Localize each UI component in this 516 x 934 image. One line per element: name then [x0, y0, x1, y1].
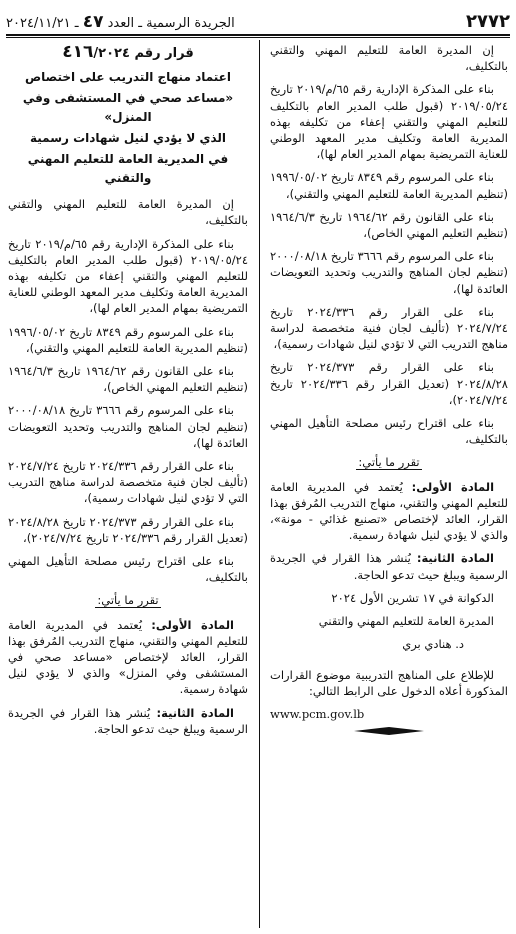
preamble-paragraph: بناء على المذكرة الإدارية رقم ٦٥/م/٢٠١٩ تاريخ ٢٠١٩/٠٥/٢٤ (قبول طلب المدير العام بالتكليف للتعليم المهني والتقني إعفاء من تكليفه بهذه المديرية العامة وتكليف مدير المعهد الوطني للعناية التمريضية بمهام المدير العام لها)،	[8, 236, 248, 316]
preamble-paragraph: بناء على القرار رقم ٢٠٢٤/٣٣٦ تاريخ ٢٠٢٤/٧/٢٤ (تأليف لجان فنية متخصصة لدراسة مناهج التدريب التي لا تؤدي لنيل شهادات رسمية)،	[8, 459, 248, 506]
decision-number: قرار رقم ٤١٦/٢٠٢٤	[62, 42, 194, 62]
preamble-paragraph: بناء على القانون رقم ١٩٦٤/٦٢ تاريخ ١٩٦٤/٦/٣ (تنظيم التعليم المهني الخاص)،	[8, 364, 248, 395]
article-2-text: يُنشر هذا القرار في الجريدة الرسمية ويبلغ حيث تدعو الحاجة.	[270, 551, 508, 582]
preamble-paragraph: إن المديرة العامة للتعليم المهني والتقني بالتكليف،	[270, 43, 508, 74]
preamble-paragraph: بناء على المذكرة الإدارية رقم ٦٥/م/٢٠١٩ تاريخ ٢٠١٩/٠٥/٢٤ (قبول طلب المدير العام بالتكليف للتعليم المهني والتقني إعفاء من تكليفه بهذه المديرية العامة وتكليف مدير المعهد الوطني للعناية التمريضية بمهام المدير العام لها)،	[270, 82, 508, 162]
decided-heading: تقرر ما يأتي:	[358, 455, 420, 470]
preamble-paragraph: بناء على المرسوم رقم ٣٦٦٦ تاريخ ٢٠٠٠/٠٨/١٨ (تنظيم لجان المناهج والتدريب وتحديد التعويضات العائدة لها)،	[270, 249, 508, 296]
article-2-text: يُنشر هذا القرار في الجريدة الرسمية ويبلغ حيث تدعو الحاجة.	[8, 705, 248, 736]
decided-heading: تقرر ما يأتي:	[97, 593, 159, 608]
preamble-paragraph: بناء على اقتراح رئيس مصلحة التأهيل المهني بالتكليف،	[270, 416, 508, 447]
page-header	[6, 4, 510, 32]
preamble-paragraph: بناء على القرار رقم ٢٠٢٤/٣٧٣ تاريخ ٢٠٢٤/٨/٢٨ (تعديل القرار رقم ٢٠٢٤/٣٣٦ تاريخ ٢٠٢٤/٧/٢٤)،	[270, 360, 508, 407]
preamble-paragraph: بناء على القرار رقم ٢٠٢٤/٣٧٣ تاريخ ٢٠٢٤/٨/٢٨ (تعديل القرار رقم ٢٠٢٤/٣٣٦ تاريخ ٢٠٢٤/٧/٢٤)،	[8, 514, 248, 545]
column-divider	[259, 40, 260, 928]
article-1	[270, 479, 508, 544]
issue-number: ٤٧	[82, 12, 104, 32]
right-column	[270, 42, 508, 928]
decision-number-value: ٤١٦	[62, 42, 94, 62]
decision-title-line: «مساعد صحي في المستشفى وفي المنزل»	[22, 91, 234, 125]
preamble-paragraph: بناء على اقتراح رئيس مصلحة التأهيل المهني بالتكليف،	[8, 554, 248, 585]
decision-year: /٢٠٢٤	[93, 46, 130, 61]
article-2-label: المادة الثانية:	[156, 705, 235, 720]
preamble-paragraph: بناء على المرسوم رقم ٨٣٤٩ تاريخ ١٩٩٦/٠٥/٠٢ (تنظيم المديرية العامة للتعليم المهني والتقني)،	[8, 324, 248, 355]
gazette-prefix: الجريدة الرسمية ـ العدد	[107, 16, 235, 31]
signer-name: د. هنادي بري	[402, 637, 464, 652]
page-number: ٢٧٧٢	[466, 11, 510, 32]
article-2-label: المادة الثانية:	[416, 551, 494, 566]
end-mark-icon	[354, 726, 424, 736]
article-1-text: يُعتمد في المديرية العامة للتعليم المهني والتقني، منهاج التدريب المُرفق بهذا القرار، العائد لإختصاص «مساعد صحي في المستشفى وفي المنزل» والذي لا يؤدي لنيل شهادة رسمية.	[8, 617, 248, 697]
decision-title-line: الذي لا يؤدي لنيل شهادات رسمية	[29, 131, 227, 146]
article-1	[8, 617, 248, 698]
preamble-paragraph: بناء على القانون رقم ١٩٦٤/٦٢ تاريخ ١٩٦٤/٦/٣ (تنظيم التعليم المهني الخاص)،	[270, 209, 508, 241]
article-2	[270, 550, 508, 582]
header-rule-thin	[6, 37, 510, 38]
article-2	[8, 705, 248, 737]
decision-title-line: في المديرية العامة للتعليم المهني والتقني	[27, 152, 229, 186]
article-1-label: المادة الأولى:	[151, 617, 235, 632]
preamble-paragraph: بناء على القرار رقم ٢٠٢٤/٣٣٦ تاريخ ٢٠٢٤/٧/٢٤ (تأليف لجان فنية متخصصة لدراسة مناهج التدريب التي لا تؤدي لنيل شهادات رسمية)،	[270, 304, 508, 352]
article-1-text: يُعتمد في المديرية العامة للتعليم المهني والتقني، منهاج التدريب المُرفق بهذا القرار، العائد لإختصاص «تصنيع غذائي - مونة»، والذي لا يؤدي لنيل شهادة رسمية.	[270, 479, 508, 543]
header-rule	[6, 34, 510, 36]
preamble-paragraph: إن المديرة العامة للتعليم المهني والتقني بالتكليف،	[8, 197, 248, 228]
date-place: الدكوانة في ١٧ تشرين الأول ٢٠٢٤	[331, 590, 494, 605]
left-column	[8, 42, 248, 928]
preamble-paragraph: بناء على المرسوم رقم ٣٦٦٦ تاريخ ٢٠٠٠/٠٨/١٨ (تنظيم لجان المناهج والتدريب وتحديد التعويضات العائدة لها)،	[8, 403, 248, 450]
signer-title: المديرة العامة للتعليم المهني والتقني	[318, 614, 494, 629]
issue-date: ـ ٢٠٢٤/١١/٢١	[6, 16, 79, 31]
preamble-paragraph: بناء على المرسوم رقم ٨٣٤٩ تاريخ ١٩٩٦/٠٥/٠٢ (تنظيم المديرية العامة للتعليم المهني والتقني)،	[270, 170, 508, 201]
gazette-issue	[6, 12, 235, 32]
website-link[interactable]: www.pcm.gov.lb	[270, 706, 365, 721]
notice-text: للإطلاع على المناهج التدريبية موضوع القرارات المذكورة أعلاه الدخول على الرابط التالي:	[270, 667, 508, 698]
article-1-label: المادة الأولى:	[411, 479, 495, 494]
decision-title-line: اعتماد منهاج التدريب على اختصاص	[25, 70, 231, 85]
